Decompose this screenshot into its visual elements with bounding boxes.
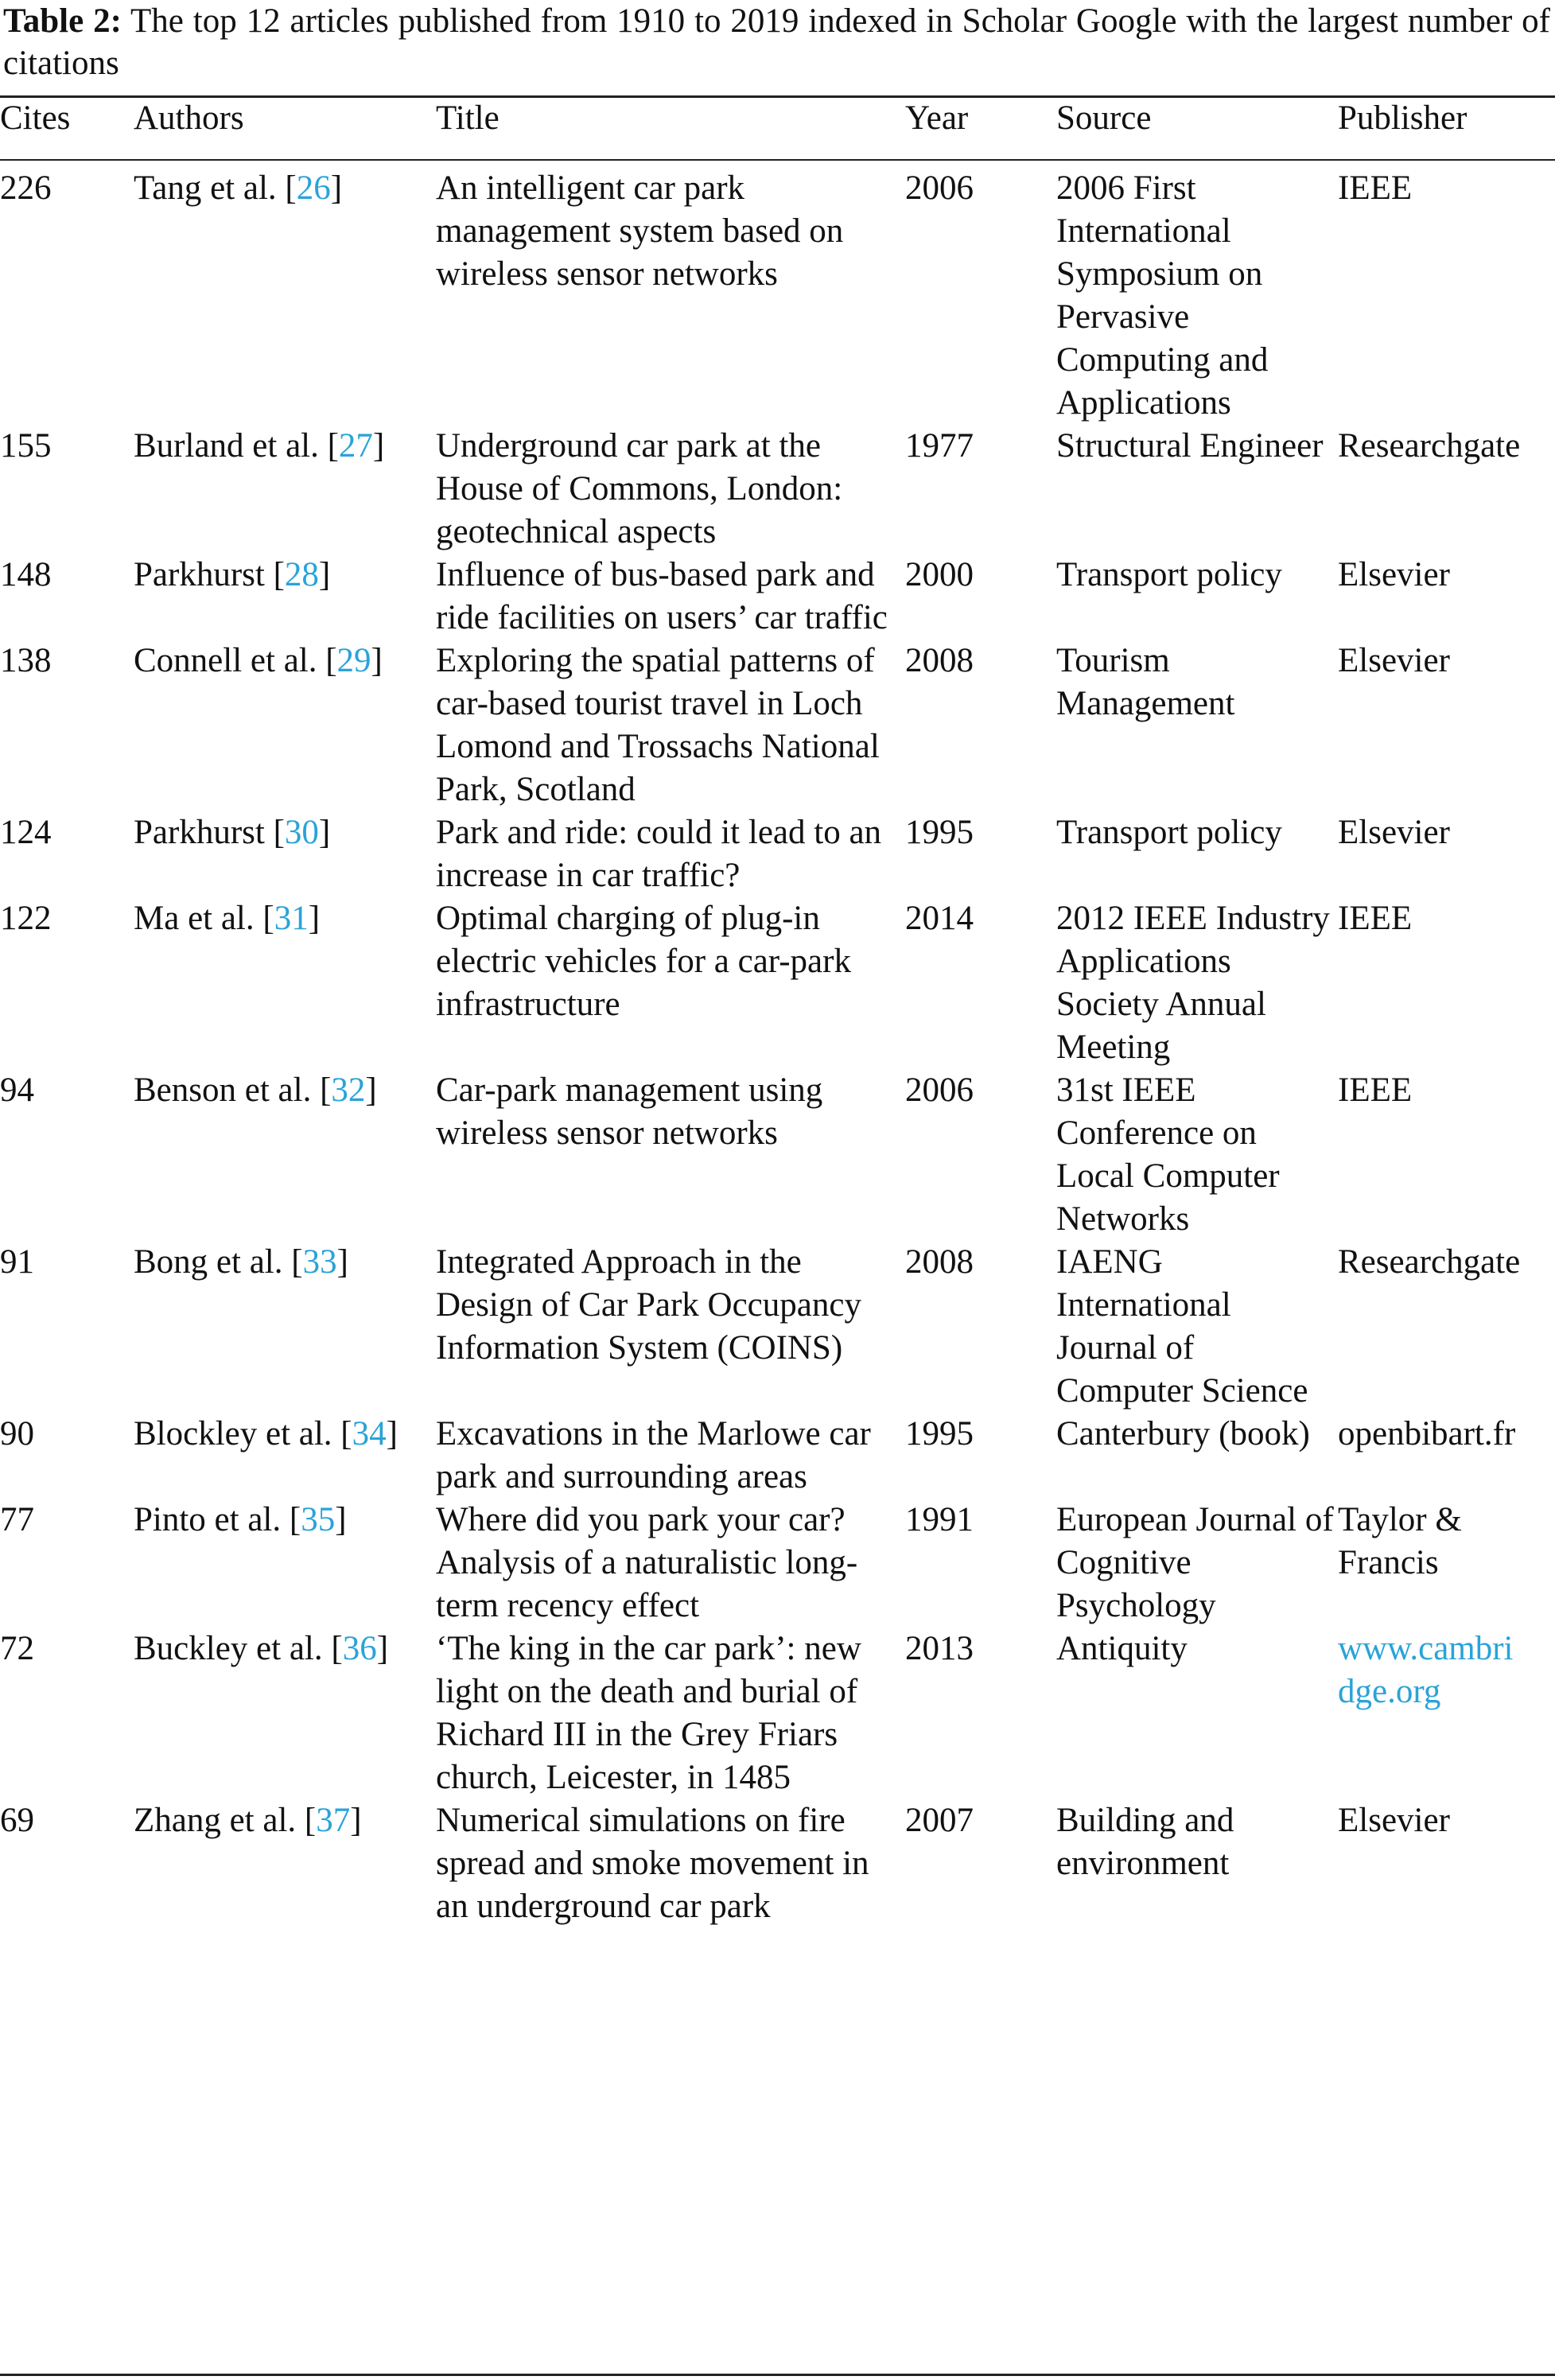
cell-cites: 69 bbox=[0, 1802, 34, 1839]
cell-source: Canterbury (book) bbox=[1056, 1415, 1310, 1452]
author-name: Connell et al. [ bbox=[134, 642, 337, 679]
publisher-name: IEEE bbox=[1338, 1071, 1413, 1109]
table-row bbox=[0, 1799, 1555, 1928]
cell-source: Antiquity bbox=[1056, 1630, 1188, 1667]
cell-year: 2006 bbox=[905, 1071, 974, 1109]
reference-link[interactable]: 27 bbox=[338, 427, 373, 465]
cell-year: 2008 bbox=[905, 642, 974, 679]
reference-bracket-close: ] bbox=[330, 169, 343, 207]
cell-cites: 148 bbox=[0, 556, 52, 593]
author-name: Pinto et al. [ bbox=[134, 1501, 301, 1538]
cell-title: Integrated Approach in the Design of Car Park Occupancy Information System (COINS) bbox=[436, 1243, 861, 1367]
cell-title: Exploring the spatial patterns of car-based tourist travel in Loch Lomond and Trossachs National Park, Scotland bbox=[436, 642, 880, 808]
author-name: Tang et al. [ bbox=[134, 169, 297, 207]
cell-publisher bbox=[1338, 640, 1555, 811]
author-name: Bong et al. [ bbox=[134, 1243, 303, 1281]
author-name: Burland et al. [ bbox=[134, 427, 339, 465]
reference-link[interactable]: 30 bbox=[284, 814, 319, 851]
cell-source: 2012 IEEE Industry Applications Society Annual Meeting bbox=[1056, 900, 1330, 1066]
cell-source: European Journal of Cognitive Psychology bbox=[1056, 1501, 1334, 1624]
cell-cites: 122 bbox=[0, 900, 52, 937]
cell-publisher bbox=[1338, 811, 1555, 897]
column-header-source: Source bbox=[1056, 99, 1152, 137]
cell-authors bbox=[134, 811, 436, 897]
reference-link[interactable]: 34 bbox=[352, 1415, 387, 1452]
publisher-link[interactable]: www.cambridge.org bbox=[1338, 1630, 1514, 1710]
reference-bracket-close: ] bbox=[335, 1501, 347, 1538]
cell-publisher bbox=[1338, 425, 1555, 554]
reference-bracket-close: ] bbox=[318, 556, 331, 593]
table-row bbox=[0, 425, 1555, 554]
cell-source: IAENG International Journal of Computer Science bbox=[1056, 1243, 1308, 1410]
cell-authors bbox=[134, 640, 436, 811]
cell-authors bbox=[134, 1413, 436, 1499]
cell-cites: 155 bbox=[0, 427, 52, 465]
cell-cites: 90 bbox=[0, 1415, 34, 1452]
reference-bracket-close: ] bbox=[372, 427, 385, 465]
cell-publisher bbox=[1338, 1069, 1555, 1241]
cell-authors bbox=[134, 897, 436, 1069]
cell-authors bbox=[134, 425, 436, 554]
reference-link[interactable]: 28 bbox=[284, 556, 319, 593]
cell-title: Optimal charging of plug-in electric vehicles for a car-park infrastructure bbox=[436, 900, 851, 1023]
cell-year: 1991 bbox=[905, 1501, 974, 1538]
cell-source: Building and environment bbox=[1056, 1802, 1234, 1882]
cell-publisher bbox=[1338, 897, 1555, 1069]
cell-year: 2000 bbox=[905, 556, 974, 593]
table-row bbox=[0, 897, 1555, 1069]
column-header-authors: Authors bbox=[134, 99, 244, 137]
cell-year: 1995 bbox=[905, 1415, 974, 1452]
cell-authors bbox=[134, 159, 436, 425]
cell-authors bbox=[134, 1499, 436, 1628]
publisher-name: Elsevier bbox=[1338, 1802, 1450, 1839]
cell-cites: 138 bbox=[0, 642, 52, 679]
reference-bracket-close: ] bbox=[371, 642, 383, 679]
publisher-name: Elsevier bbox=[1338, 556, 1450, 593]
publisher-name: Researchgate bbox=[1338, 427, 1521, 465]
cell-publisher bbox=[1338, 159, 1555, 425]
reference-link[interactable]: 37 bbox=[316, 1802, 351, 1839]
citations-table bbox=[0, 97, 1555, 1928]
cell-publisher bbox=[1338, 1799, 1555, 1928]
column-header-cites: Cites bbox=[0, 99, 71, 137]
cell-publisher bbox=[1338, 554, 1555, 640]
cell-source: 2006 First International Symposium on Pervasive Computing and Applications bbox=[1056, 169, 1269, 422]
cell-authors bbox=[134, 554, 436, 640]
table-row bbox=[0, 640, 1555, 811]
cell-cites: 72 bbox=[0, 1630, 34, 1667]
table-row bbox=[0, 1413, 1555, 1499]
cell-title: An intelligent car park management system based on wireless sensor networks bbox=[436, 169, 844, 293]
publisher-name: Elsevier bbox=[1338, 642, 1450, 679]
reference-bracket-close: ] bbox=[350, 1802, 362, 1839]
author-name: Blockley et al. [ bbox=[134, 1415, 352, 1452]
caption-text: The top 12 articles published from 1910 to 2019 indexed in Scholar Google with the largest number of citations bbox=[3, 2, 1550, 82]
reference-link[interactable]: 33 bbox=[302, 1243, 337, 1281]
table-row bbox=[0, 811, 1555, 897]
cell-publisher bbox=[1338, 1413, 1555, 1499]
cell-source: Transport policy bbox=[1056, 814, 1282, 851]
cell-year: 1995 bbox=[905, 814, 974, 851]
header-row bbox=[0, 97, 1555, 159]
cell-source: Transport policy bbox=[1056, 556, 1282, 593]
reference-bracket-close: ] bbox=[336, 1243, 348, 1281]
reference-bracket-close: ] bbox=[318, 814, 331, 851]
cell-authors bbox=[134, 1799, 436, 1928]
cell-cites: 226 bbox=[0, 169, 52, 207]
cell-title: Car-park management using wireless sensor networks bbox=[436, 1071, 823, 1152]
author-name: Buckley et al. [ bbox=[134, 1630, 343, 1667]
author-name: Benson et al. [ bbox=[134, 1071, 332, 1109]
cell-year: 2013 bbox=[905, 1630, 974, 1667]
column-header-year: Year bbox=[905, 99, 969, 137]
cell-source: Tourism Management bbox=[1056, 642, 1235, 722]
publisher-name: IEEE bbox=[1338, 900, 1413, 937]
table-row bbox=[0, 159, 1555, 425]
cell-authors bbox=[134, 1628, 436, 1799]
publisher-name: IEEE bbox=[1338, 169, 1413, 207]
reference-bracket-close: ] bbox=[308, 900, 321, 937]
cell-cites: 77 bbox=[0, 1501, 34, 1538]
reference-link[interactable]: 36 bbox=[342, 1630, 377, 1667]
table-row bbox=[0, 1499, 1555, 1628]
cell-title: ‘The king in the car park’: new light on the death and burial of Richard III in the Grey Friars church, Leicester, in 1485 bbox=[436, 1630, 861, 1796]
cell-source: Structural Engineer bbox=[1056, 427, 1324, 465]
cell-publisher bbox=[1338, 1628, 1555, 1799]
table-row bbox=[0, 1241, 1555, 1413]
reference-link[interactable]: 31 bbox=[274, 900, 309, 937]
author-name: Ma et al. [ bbox=[134, 900, 274, 937]
cell-year: 2007 bbox=[905, 1802, 974, 1839]
cell-title: Where did you park your car? Analysis of a naturalistic long-term recency effect bbox=[436, 1501, 858, 1624]
cell-cites: 94 bbox=[0, 1071, 34, 1109]
column-header-title: Title bbox=[436, 99, 500, 137]
table-body bbox=[0, 159, 1555, 1928]
cell-title: Excavations in the Marlowe car park and surrounding areas bbox=[436, 1415, 871, 1495]
reference-bracket-close: ] bbox=[386, 1415, 398, 1452]
reference-bracket-close: ] bbox=[365, 1071, 377, 1109]
cell-source: 31st IEEE Conference on Local Computer Networks bbox=[1056, 1071, 1280, 1238]
reference-link[interactable]: 32 bbox=[331, 1071, 366, 1109]
cell-cites: 124 bbox=[0, 814, 52, 851]
cell-cites: 91 bbox=[0, 1243, 34, 1281]
cell-title: Park and ride: could it lead to an increase in car traffic? bbox=[436, 814, 882, 894]
table-header bbox=[0, 97, 1555, 159]
cell-year: 2006 bbox=[905, 169, 974, 207]
reference-bracket-close: ] bbox=[376, 1630, 389, 1667]
cell-title: Influence of bus-based park and ride facilities on users’ car traffic bbox=[436, 556, 888, 636]
table-row bbox=[0, 1628, 1555, 1799]
publisher-name: Elsevier bbox=[1338, 814, 1450, 851]
author-name: Parkhurst [ bbox=[134, 556, 285, 593]
cell-year: 2014 bbox=[905, 900, 974, 937]
cell-publisher bbox=[1338, 1499, 1555, 1628]
publisher-name: Researchgate bbox=[1338, 1243, 1521, 1281]
cell-publisher bbox=[1338, 1241, 1555, 1413]
column-header-publisher: Publisher bbox=[1338, 99, 1468, 137]
table-row bbox=[0, 1069, 1555, 1241]
cell-authors bbox=[134, 1069, 436, 1241]
reference-link[interactable]: 29 bbox=[336, 642, 371, 679]
table-bottom-rule bbox=[0, 2374, 1555, 2376]
caption-label: Table 2: bbox=[3, 2, 122, 40]
publisher-name: Taylor & Francis bbox=[1338, 1501, 1462, 1581]
cell-authors bbox=[134, 1241, 436, 1413]
table-row bbox=[0, 554, 1555, 640]
author-name: Zhang et al. [ bbox=[134, 1802, 317, 1839]
cell-title: Numerical simulations on fire spread and smoke movement in an underground car park bbox=[436, 1802, 869, 1925]
publisher-name: openbibart.fr bbox=[1338, 1415, 1516, 1452]
reference-link[interactable]: 35 bbox=[301, 1501, 336, 1538]
table-caption bbox=[3, 0, 1550, 84]
cell-year: 1977 bbox=[905, 427, 974, 465]
author-name: Parkhurst [ bbox=[134, 814, 285, 851]
cell-title: Underground car park at the House of Commons, London: geotechnical aspects bbox=[436, 427, 843, 550]
reference-link[interactable]: 26 bbox=[296, 169, 331, 207]
cell-year: 2008 bbox=[905, 1243, 974, 1281]
